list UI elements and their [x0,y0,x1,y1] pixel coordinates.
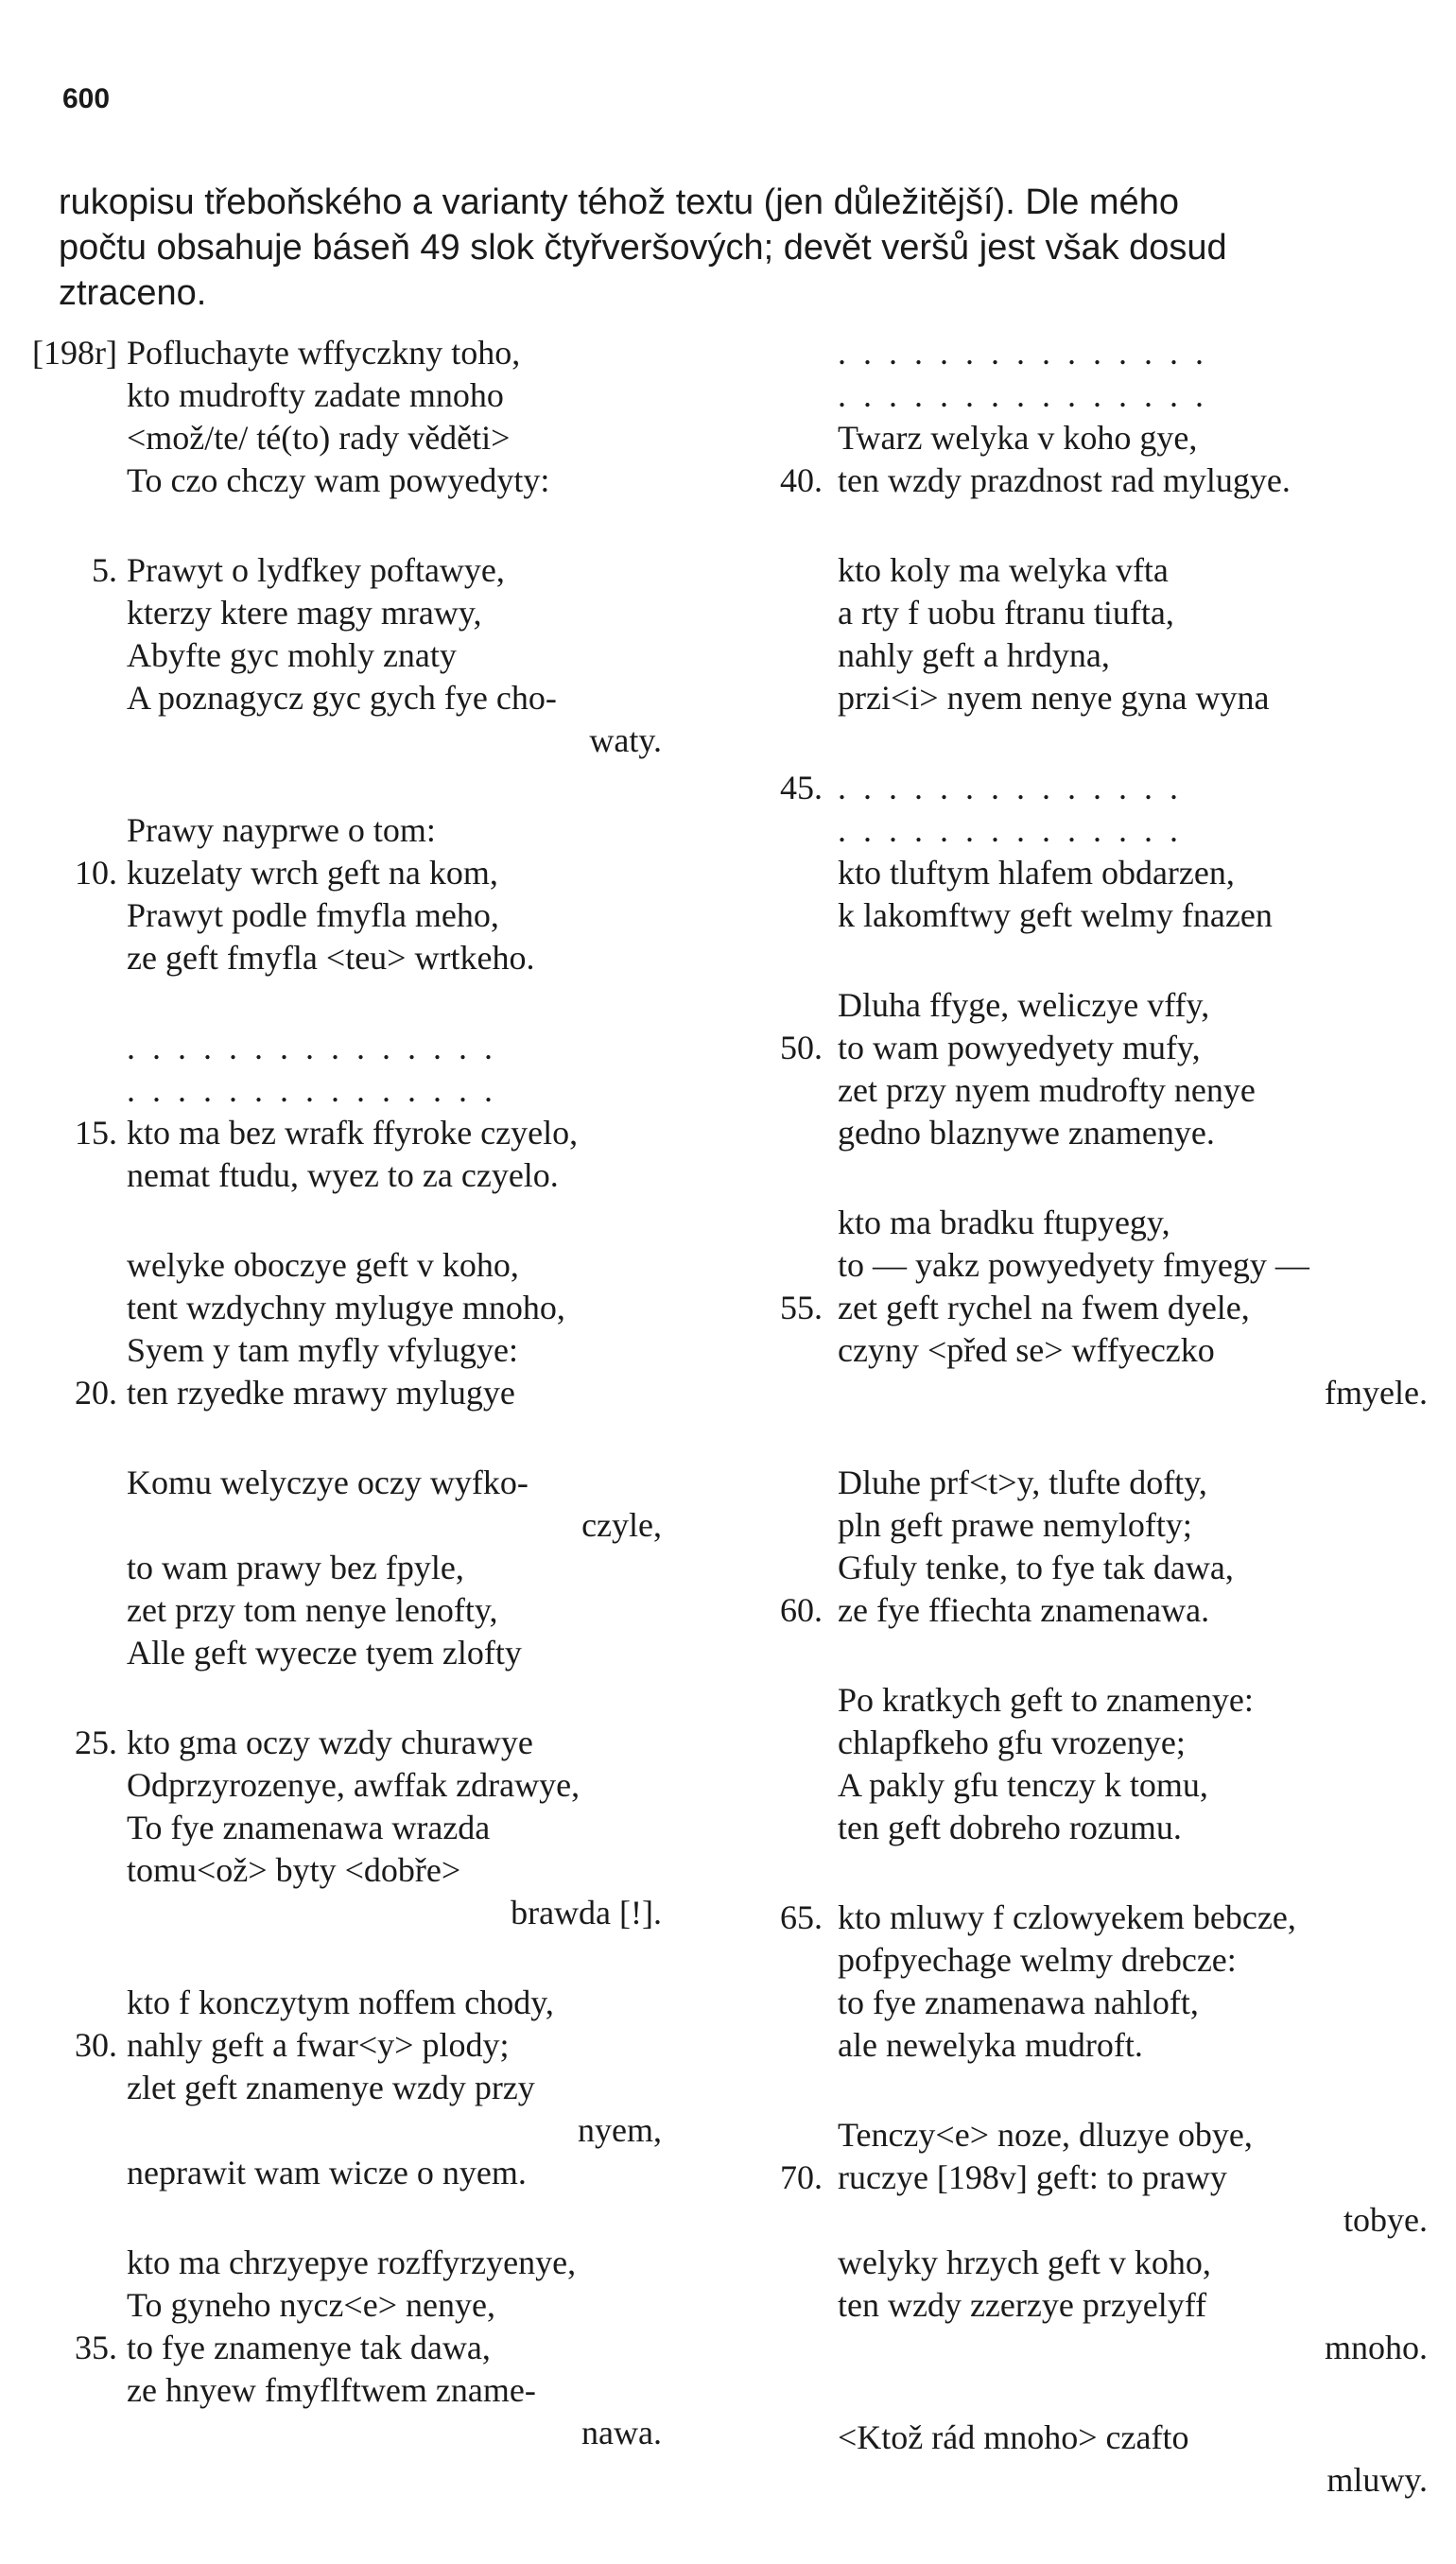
verse-number: 70. [780,2158,823,2196]
verse-text: Prawyt o lydfkey poftawye, [127,551,505,589]
verse-text: czyle, [581,1506,662,1544]
verse-line [0,593,700,634]
verse-text: ze geft fmyfla <teu> wrtkeho. [127,939,535,977]
verse-text: to fye znamenawa nahloft, [838,1984,1199,2021]
verse-text: ruczye [198v] geft: to prawy [838,2158,1227,2196]
verse-text: tomu<ož> byty <dobře> [127,1851,461,1889]
verse-text: neprawit wam wicze o nyem. [127,2154,527,2192]
verse-text: Dluha ffyge, weliczye vffy, [838,986,1210,1024]
page-number: 600 [62,83,111,114]
verse-number: 20. [75,1374,117,1412]
verse-text: Komu welyczye oczy wyfko- [127,1464,529,1501]
verse-line [0,418,700,459]
verse-line [737,1590,1437,1632]
verse-number: 65. [780,1898,823,1936]
verse-text: welyke oboczye geft v koho, [127,1246,519,1284]
verse-line [737,1505,1437,1547]
verse-number: [198r] [32,334,117,372]
verse-text: a rty f uobu ftranu tiufta, [838,594,1174,632]
verse-text: Prawyt podle fmyfla meho, [127,896,499,934]
verse-text: Tenczy<e> noze, dluzye obye, [838,2116,1253,2154]
verse-text: Syem y tam myfly vfylugye: [127,1331,518,1369]
verse-text: waty. [589,721,662,759]
verse-line [0,2413,700,2454]
verse-line [737,1940,1437,1982]
verse-text: To czo chczy wam powyedyty: [127,461,550,499]
verse-line [0,1765,700,1807]
verse-text: To fye znamenawa wrazda [127,1809,491,1846]
verse-text: nemat ftudu, wyez to za czyelo. [127,1156,559,1194]
verse-text: k lakomftwy geft welmy fnazen [838,896,1273,934]
verse-number: 55. [780,1289,823,1326]
verse-line [0,1983,700,2024]
verse-text: mluwy. [1326,2461,1428,2499]
verse-line [737,2417,1437,2459]
verse-text: ............... [838,376,1221,414]
verse-line [0,375,700,417]
verse-text: kto ma bez wrafk ffyroke czyelo, [127,1114,579,1152]
verse-number: 25. [75,1724,117,1761]
verse-text: ten wzdy prazdnost rad mylugye. [838,461,1291,499]
verse-text: Abyfte gyc mohly znaty [127,636,457,674]
verse-text: zet geft rychel na fwem dyele, [838,1289,1250,1326]
verse-line [0,678,700,719]
verse-line [0,2025,700,2067]
verse-line [737,1463,1437,1504]
verse-line [737,593,1437,634]
verse-text: Prawy nayprwe o tom: [127,811,436,849]
verse-text: przi<i> nyem nenye gyna wyna [838,679,1270,717]
verse-line [0,1548,700,1589]
verse-text: czyny <před se> wffyeczko [838,1331,1215,1369]
verse-text: .............. [838,769,1195,806]
verse-text: To gyneho nycz<e> nenye, [127,2286,495,2324]
verse-text: kto tluftym hlafem obdarzen, [838,854,1235,892]
verse-text: pofpyechage welmy drebcze: [838,1941,1237,1979]
verse-line [0,1028,700,1069]
verse-line [737,1330,1437,1372]
verse-text: kuzelaty wrch geft na kom, [127,854,498,892]
verse-line [0,550,700,592]
verse-line [0,2110,700,2152]
verse-line [0,460,700,502]
verse-text: <Ktož rád mnoho> czafto [838,2418,1189,2456]
verse-line [737,1680,1437,1722]
verse-line [0,1633,700,1674]
verse-line [737,1723,1437,1764]
verse-text: nawa. [581,2414,662,2451]
verse-line [0,810,700,852]
verse-line [737,2460,1437,2502]
verse-text: ale newelyka mudroft. [838,2026,1143,2064]
verse-line [737,333,1437,374]
verse-text: Twarz welyka v koho gye, [838,419,1198,457]
verse-text: zet przy nyem mudrofty nenye [838,1071,1256,1109]
verse-text: Odprzyrozenye, awffak zdrawye, [127,1766,581,1804]
verse-text: kto gma oczy wzdy churawye [127,1724,533,1761]
verse-line [737,1983,1437,2024]
verse-line [737,853,1437,894]
verse-text: nahly geft a hrdyna, [838,636,1110,674]
verse-text: Po kratkych geft to znamenye: [838,1681,1254,1719]
verse-line [737,1288,1437,1329]
verse-text: A poznagycz gyc gych fye cho- [127,679,557,717]
verse-text: ten geft dobreho rozumu. [838,1809,1182,1846]
verse-line [0,2068,700,2109]
verse-line [737,678,1437,719]
verse-line [0,938,700,979]
verse-line [737,2115,1437,2157]
verse-text: ............... [127,1029,510,1066]
verse-text: zet przy tom nenye lenofty, [127,1591,498,1629]
verse-text: tent wzdychny mylugye mnoho, [127,1289,565,1326]
verse-number: 50. [780,1029,823,1066]
verse-line [737,1245,1437,1287]
verse-text: ze hnyew fmyflftwem zname- [127,2371,536,2409]
verse-line [737,635,1437,677]
verse-text: kto koly ma welyka vfta [838,551,1169,589]
verse-line [0,1288,700,1329]
verse-text: to wam powyedyety mufy, [838,1029,1201,1066]
verse-line [737,768,1437,809]
verse-text: ze fye ffiechta znamenawa. [838,1591,1210,1629]
verse-text: Alle geft wyecze tyem zlofty [127,1634,522,1672]
verse-number: 45. [780,769,823,806]
verse-line [0,853,700,894]
verse-number: 40. [780,461,823,499]
verse-line [0,1893,700,1934]
verse-text: <mož/te/ té(to) rady věděti> [127,419,511,457]
verse-text: Pofluchayte wffyczkny toho, [127,334,521,372]
verse-line [737,1373,1437,1414]
verse-line [737,1808,1437,1849]
verse-text: nahly geft a fwar<y> plody; [127,2026,510,2064]
verse-line [0,2153,700,2194]
verse-text: kterzy ktere magy mrawy, [127,594,482,632]
verse-line [0,2285,700,2327]
verse-number: 15. [75,1114,117,1152]
verse-line [0,333,700,374]
verse-number: 5. [92,551,117,589]
verse-text: kto f konczytym noffem chody, [127,1984,554,2021]
verse-text: brawda [!]. [511,1894,662,1932]
verse-line [0,1808,700,1849]
verse-text: tobye. [1343,2201,1428,2239]
verse-line [737,550,1437,592]
intro-paragraph [59,180,1420,316]
verse-line [0,2243,700,2284]
verse-line [737,1765,1437,1807]
verse-text: gedno blaznywe znamenye. [838,1114,1215,1152]
verse-line [737,1113,1437,1154]
verse-text: zlet geft znamenye wzdy przy [127,2069,535,2106]
verse-line [0,1155,700,1197]
verse-line [737,2200,1437,2242]
verse-text: Gfuly tenke, to fye tak dawa, [838,1549,1234,1586]
verse-line [0,1373,700,1414]
verse-line [0,1330,700,1372]
verse-number: 30. [75,2026,117,2064]
verse-text: kto ma bradku ftupyegy, [838,1204,1170,1241]
verse-line [737,2025,1437,2067]
verse-text: pln geft prawe nemylofty; [838,1506,1192,1544]
verse-line [737,418,1437,459]
verse-line [737,985,1437,1027]
verse-line [737,1028,1437,1069]
verse-text: kto ma chrzyepye rozffyrzyenye, [127,2244,577,2281]
verse-line [737,810,1437,852]
verse-number: 10. [75,854,117,892]
verse-text: fmyele. [1325,1374,1428,1412]
verse-line [0,1113,700,1154]
verse-text: mnoho. [1324,2329,1428,2366]
verse-line [0,1505,700,1547]
verse-line [0,1070,700,1112]
verse-text: kto mluwy f czlowyekem bebcze, [838,1898,1296,1936]
verse-text: ten rzyedke mrawy mylugye [127,1374,515,1412]
verse-line [0,2370,700,2412]
verse-line [0,1723,700,1764]
verse-line [0,1590,700,1632]
verse-number: 35. [75,2329,117,2366]
verse-line [0,1850,700,1892]
verse-text: ten wzdy zzerzye przyelyff [838,2286,1207,2324]
verse-line [737,1203,1437,1244]
verse-text: .............. [838,811,1195,849]
verse-line [737,895,1437,937]
verse-line [737,2243,1437,2284]
verse-text: to fye znamenye tak dawa, [127,2329,491,2366]
verse-line [737,2328,1437,2369]
verse-line [737,1897,1437,1939]
verse-line [0,1245,700,1287]
verse-line [0,720,700,762]
verse-text: to wam prawy bez fpyle, [127,1549,464,1586]
verse-text: A pakly gfu tenczy k tomu, [838,1766,1208,1804]
intro-line: rukopisu třeboňského a varianty téhož textu (jen důležitější). Dle mého [59,182,1179,222]
verse-text: ............... [838,334,1221,372]
verse-text: nyem, [578,2111,662,2149]
verse-text: chlapfkeho gfu vrozenye; [838,1724,1186,1761]
verse-line [737,375,1437,417]
verse-number: 60. [780,1591,823,1629]
verse-text: welyky hrzych geft v koho, [838,2244,1211,2281]
verse-line [0,635,700,677]
verse-line [0,2328,700,2369]
verse-line [737,1548,1437,1589]
verse-line [737,1070,1437,1112]
verse-line [737,460,1437,502]
verse-line [737,2285,1437,2327]
verse-text: Dluhe prf<t>y, tlufte dofty, [838,1464,1207,1501]
verse-text: to — yakz powyedyety fmyegy — [838,1246,1309,1284]
verse-text: kto mudrofty zadate mnoho [127,376,504,414]
verse-line [0,895,700,937]
intro-line: počtu obsahuje báseň 49 slok čtyřveršových; devět veršů jest však dosud [59,228,1227,268]
verse-text: ............... [127,1071,510,1109]
verse-line [737,2157,1437,2199]
verse-line [0,1463,700,1504]
intro-line: ztraceno. [59,273,207,313]
